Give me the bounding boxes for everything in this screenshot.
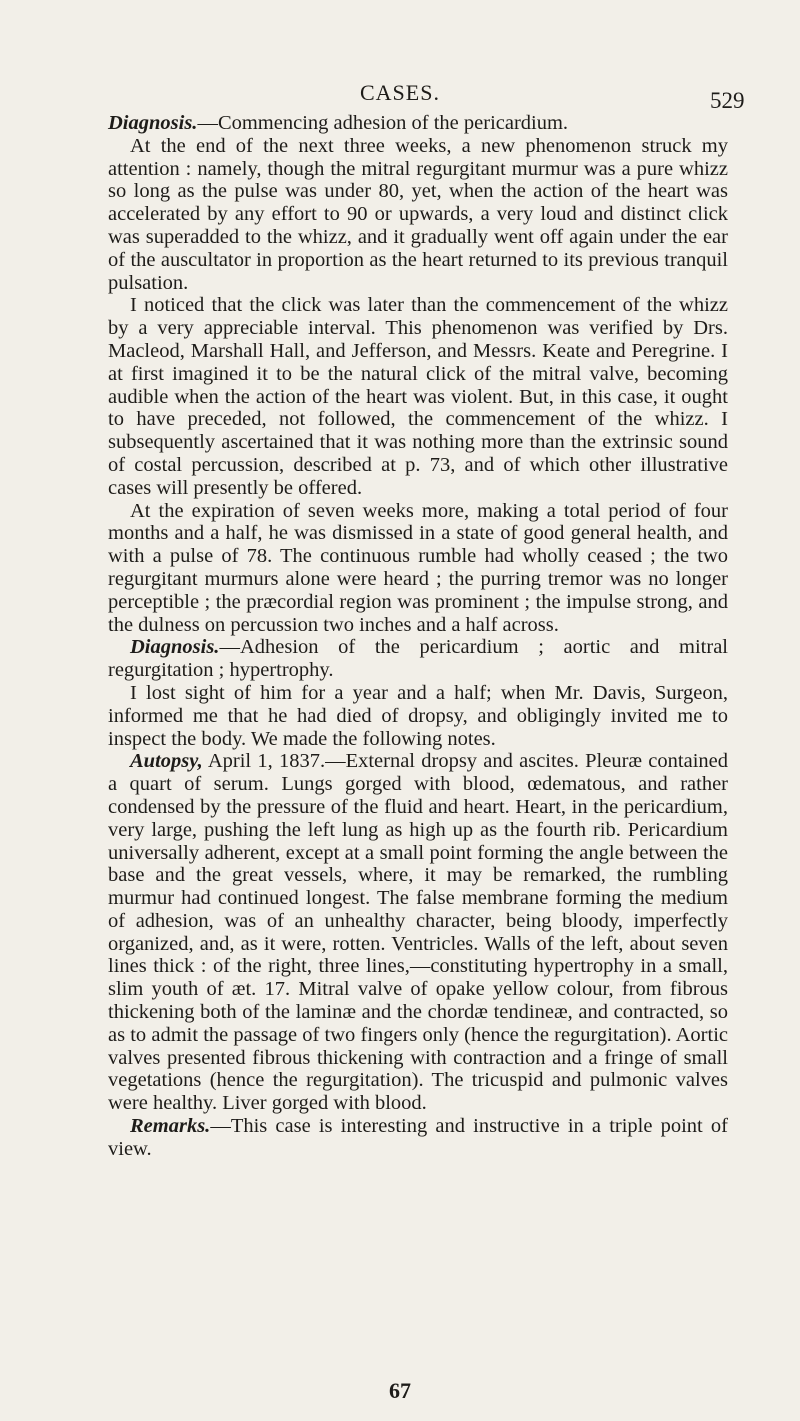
paragraph-autopsy (108, 750, 728, 1115)
paragraph-text: —Commencing adhesion of the pericardium. (197, 112, 569, 134)
paragraph-dismissal (108, 500, 728, 637)
paragraph-follow-up (108, 682, 728, 750)
paragraph-remarks (108, 1115, 728, 1161)
paragraph-lead: Autopsy, (130, 750, 203, 773)
paragraph-text: I lost sight of him for a year and a half; when Mr. Davis, Surgeon, informed me that he had died of dropsy, and obligingly invited me to inspect the body. We made the following notes. (108, 681, 728, 750)
paragraph-text: April 1, 1837.—External dropsy and ascites. Pleuræ contained a quart of serum. Lungs gorged with blood, œdematous, and rather condensed by the pressure of the fluid and heart. Heart, in the pericardium, very large, pushing the left lung as high up as the fourth rib. Pericardium universally adherent, except at a small point forming the angle between the base and the great vessels, where, it may be remarked, the rumbling murmur had continued longest. The false membrane forming the medium of adhesion, was of an unhealthy character, being bloody, imperfectly organized, and, as it were, rotten. Ventricles. Walls of the left, about seven lines thick : of the right, three lines,—constituting hypertrophy in a small, slim youth of æt. 17. Mitral valve of opake yellow colour, from fibrous thickening both of the laminæ and the chordæ tendineæ, and contracted, so as to admit the passage of two fingers only (hence the regurgitation). Aortic valves presented fibrous thickening with contraction and a fringe of small vegetations (hence the regurgitation). The tricuspid and pulmonic valves were healthy. Liver gorged with blood. (108, 750, 728, 1115)
paragraph-text: I noticed that the click was later than the commencement of the whizz by a very appreciable interval. This phenomenon was verified by Drs. Macleod, Marshall Hall, and Jefferson, and Messrs. Keate and Peregrine. I at first imagined it to be the natural click of the mitral valve, becoming audible when the action of the heart was violent. But, in this case, it ought to have preceded, not followed, the commencement of the whizz. I subsequently ascertained that it was nothing more than the extrinsic sound of costal percussion, described at p. 73, and of which other illustrative cases will presently be offered. (108, 294, 728, 499)
paragraph-phenomenon (108, 135, 728, 295)
page-number: 529 (710, 88, 745, 113)
paragraph-diagnosis-2 (108, 636, 728, 682)
paragraph-text: —Adhesion of the pericardium ; aortic and mitral regurgitation ; hypertrophy. (108, 636, 728, 682)
paragraph-lead: Remarks. (130, 1115, 211, 1138)
paragraph-diagnosis-1 (108, 112, 728, 135)
paragraph-text: At the end of the next three weeks, a new phenomenon struck my attention : namely, though the mitral regurgitant murmur was a pure whizz so long as the pulse was under 80, yet, when the action of the heart was accelerated by any effort to 90 or upwards, a very loud and distinct click was superadded to the whizz, and it gradually went off again under the ear of the auscultator in proportion as the heart returned to its previous tranquil pulsation. (108, 134, 728, 294)
body-text (108, 112, 728, 1161)
paragraph-text: —This case is interesting and instructive in a triple point of view. (108, 1115, 728, 1160)
paragraph-text: At the expiration of seven weeks more, making a total period of four months and a half, he was dismissed in a state of good general health, and with a pulse of 78. The continuous rumble had wholly ceased ; the two regurgitant murmurs alone were heard ; the purring tremor was no longer perceptible ; the præcordial region was prominent ; the impulse strong, and the dulness on percussion two inches and a half across. (108, 499, 728, 636)
signature-mark: 67 (389, 1378, 411, 1403)
paragraph-lead: Diagnosis. (130, 636, 220, 659)
paragraph-click (108, 294, 728, 499)
running-head: CASES. (360, 80, 440, 105)
paragraph-lead: Diagnosis. (108, 112, 198, 134)
